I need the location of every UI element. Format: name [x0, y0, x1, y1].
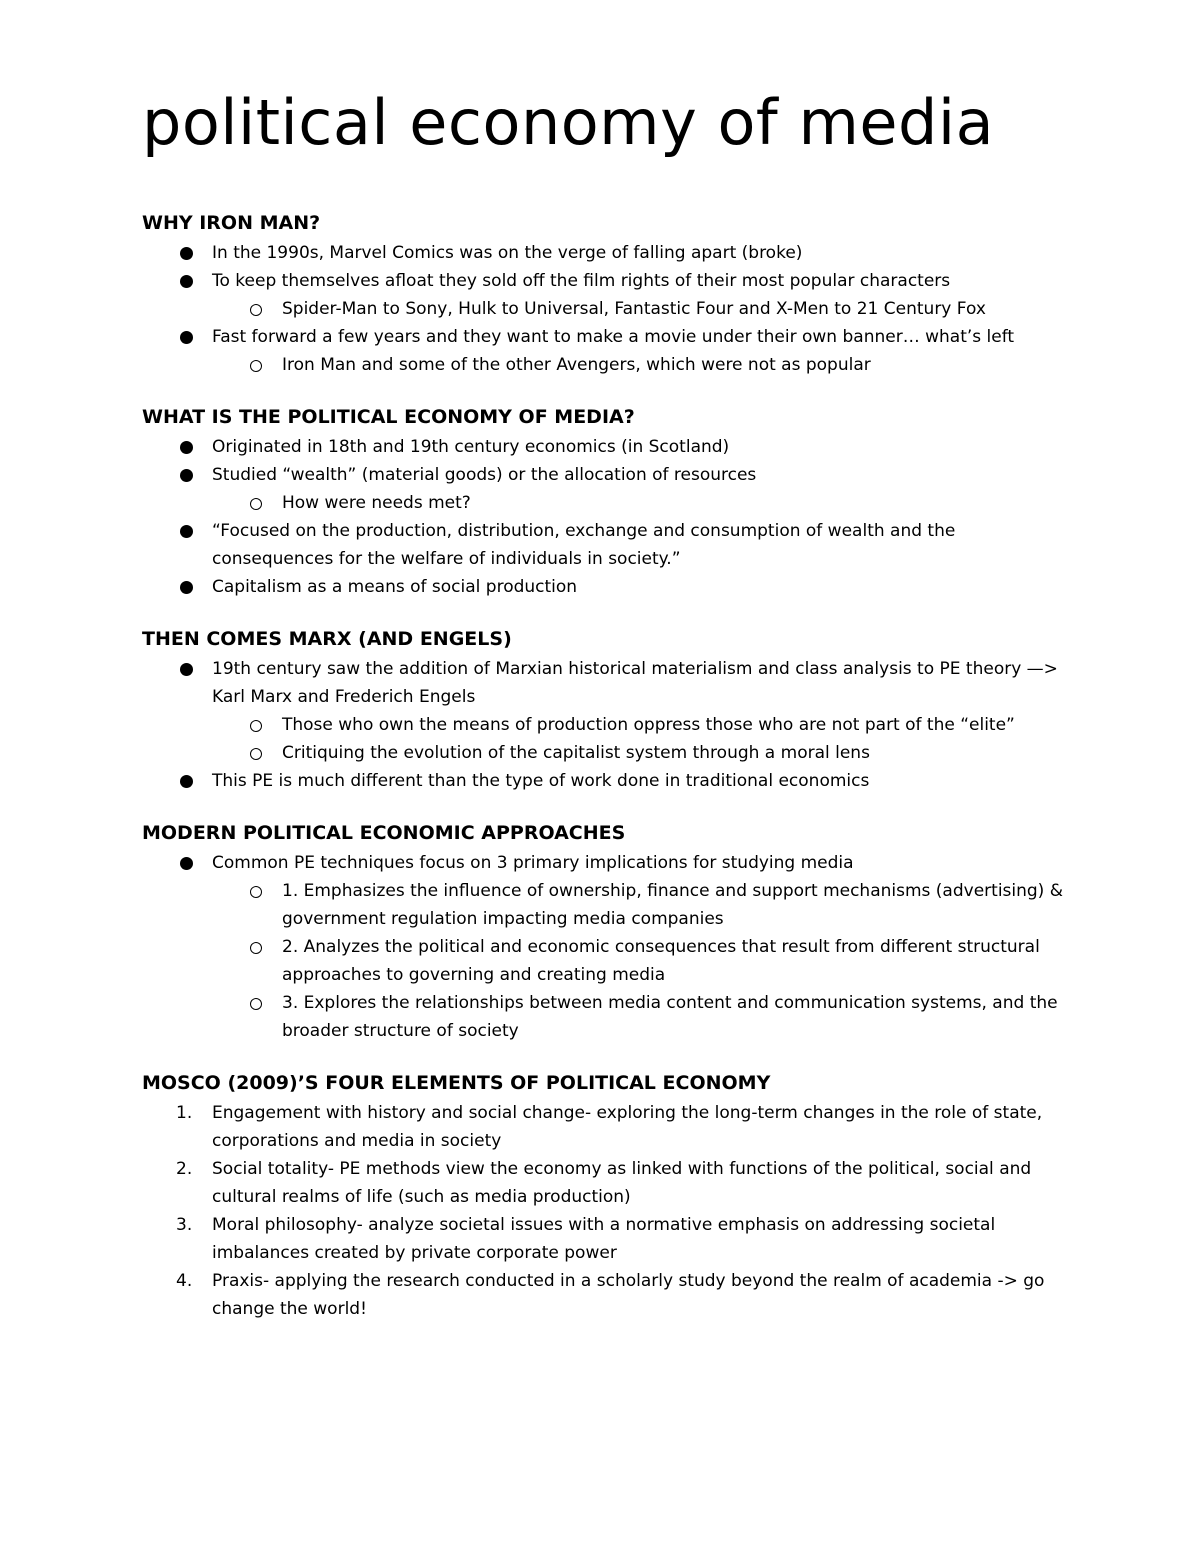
bullet-icon — [180, 247, 193, 260]
bullet-icon — [180, 525, 193, 538]
item-number: 4. — [176, 1271, 193, 1291]
item-number: 2. — [176, 1159, 193, 1179]
hollow-bullet-icon — [250, 360, 262, 372]
item-number: 3. — [176, 1215, 193, 1235]
hollow-bullet-icon — [250, 886, 262, 898]
bullet-text: Common PE techniques focus on 3 primary implications for studying media — [212, 853, 854, 873]
bullet-text: In the 1990s, Marvel Comics was on the verge of falling apart (broke) — [212, 243, 803, 263]
bullet-item — [142, 517, 1072, 573]
page-title: political economy of media — [142, 86, 995, 159]
numbered-item — [142, 1099, 1072, 1155]
section-why-iron-man — [142, 208, 1072, 379]
sub-bullet-item — [142, 877, 1072, 933]
hollow-bullet-icon — [250, 304, 262, 316]
bullet-item — [142, 461, 1072, 489]
section-heading: MOSCO (2009)’S FOUR ELEMENTS OF POLITICAL ECONOMY — [142, 1072, 771, 1094]
bullet-item — [142, 655, 1072, 711]
numbered-item — [142, 1211, 1072, 1267]
bullet-icon — [180, 469, 193, 482]
hollow-bullet-icon — [250, 720, 262, 732]
section-marx-engels — [142, 624, 1072, 795]
bullet-icon — [180, 663, 193, 676]
numbered-text: Social totality- PE methods view the economy as linked with functions of the political, social and cultural realms of life (such as media production) — [212, 1159, 1032, 1207]
numbered-text: Praxis- applying the research conducted in a scholarly study beyond the realm of academia -> go change the world! — [212, 1271, 1045, 1319]
numbered-text: Engagement with history and social change- exploring the long-term changes in the role of state, corporations and media in society — [212, 1103, 1043, 1151]
sub-bullet-item — [142, 711, 1072, 739]
item-number: 1. — [176, 1103, 193, 1123]
bullet-item — [142, 323, 1072, 351]
bullet-text: To keep themselves afloat they sold off the film rights of their most popular characters — [212, 271, 951, 291]
section-heading: WHY IRON MAN? — [142, 212, 321, 234]
bullet-text: 19th century saw the addition of Marxian historical materialism and class analysis to PE theory —> Karl Marx and Frederich Engels — [212, 659, 1058, 707]
bullet-text: Studied “wealth” (material goods) or the allocation of resources — [212, 465, 757, 485]
bullet-item — [142, 767, 1072, 795]
bullet-item — [142, 433, 1072, 461]
sub-bullet-item — [142, 295, 1072, 323]
sub-bullet-text: 3. Explores the relationships between media content and communication systems, and the broader structure of society — [282, 993, 1058, 1041]
bullet-text: Fast forward a few years and they want to make a movie under their own banner… what’s left — [212, 327, 1015, 347]
sub-bullet-item — [142, 933, 1072, 989]
section-mosco-elements — [142, 1068, 1072, 1323]
numbered-item — [142, 1267, 1072, 1323]
bullet-icon — [180, 857, 193, 870]
bullet-icon — [180, 775, 193, 788]
bullet-item — [142, 267, 1072, 295]
numbered-item — [142, 1155, 1072, 1211]
bullet-text: Capitalism as a means of social production — [212, 577, 578, 597]
hollow-bullet-icon — [250, 998, 262, 1010]
sub-bullet-text: Iron Man and some of the other Avengers, which were not as popular — [282, 355, 871, 375]
hollow-bullet-icon — [250, 942, 262, 954]
sub-bullet-text: 1. Emphasizes the influence of ownership, finance and support mechanisms (advertising) & government regulation impacting media companies — [282, 881, 1063, 929]
sub-bullet-text: Critiquing the evolution of the capitalist system through a moral lens — [282, 743, 870, 763]
bullet-item — [142, 849, 1072, 877]
sub-bullet-text: How were needs met? — [282, 493, 471, 513]
section-modern-approaches — [142, 818, 1072, 1045]
sub-bullet-text: Spider-Man to Sony, Hulk to Universal, Fantastic Four and X-Men to 21 Century Fox — [282, 299, 986, 319]
section-what-is-pe — [142, 402, 1072, 601]
bullet-text: “Focused on the production, distribution, exchange and consumption of wealth and the consequences for the welfare of individuals in society.” — [212, 521, 956, 569]
sub-bullet-item — [142, 351, 1072, 379]
bullet-item — [142, 239, 1072, 267]
sub-bullet-text: Those who own the means of production oppress those who are not part of the “elite” — [282, 715, 1015, 735]
hollow-bullet-icon — [250, 748, 262, 760]
bullet-item — [142, 573, 1072, 601]
section-heading: THEN COMES MARX (AND ENGELS) — [142, 628, 512, 650]
bullet-text: This PE is much different than the type of work done in traditional economics — [212, 771, 870, 791]
sub-bullet-item — [142, 739, 1072, 767]
bullet-icon — [180, 331, 193, 344]
numbered-text: Moral philosophy- analyze societal issues with a normative emphasis on addressing societal imbalances created by private corporate power — [212, 1215, 996, 1263]
bullet-icon — [180, 275, 193, 288]
bullet-text: Originated in 18th and 19th century economics (in Scotland) — [212, 437, 730, 457]
sub-bullet-item — [142, 489, 1072, 517]
sub-bullet-text: 2. Analyzes the political and economic consequences that result from different structural approaches to governing and creating media — [282, 937, 1040, 985]
document-page — [142, 78, 1072, 1346]
section-heading: MODERN POLITICAL ECONOMIC APPROACHES — [142, 822, 626, 844]
bullet-icon — [180, 581, 193, 594]
section-heading: WHAT IS THE POLITICAL ECONOMY OF MEDIA? — [142, 406, 635, 428]
bullet-icon — [180, 441, 193, 454]
hollow-bullet-icon — [250, 498, 262, 510]
sub-bullet-item — [142, 989, 1072, 1045]
